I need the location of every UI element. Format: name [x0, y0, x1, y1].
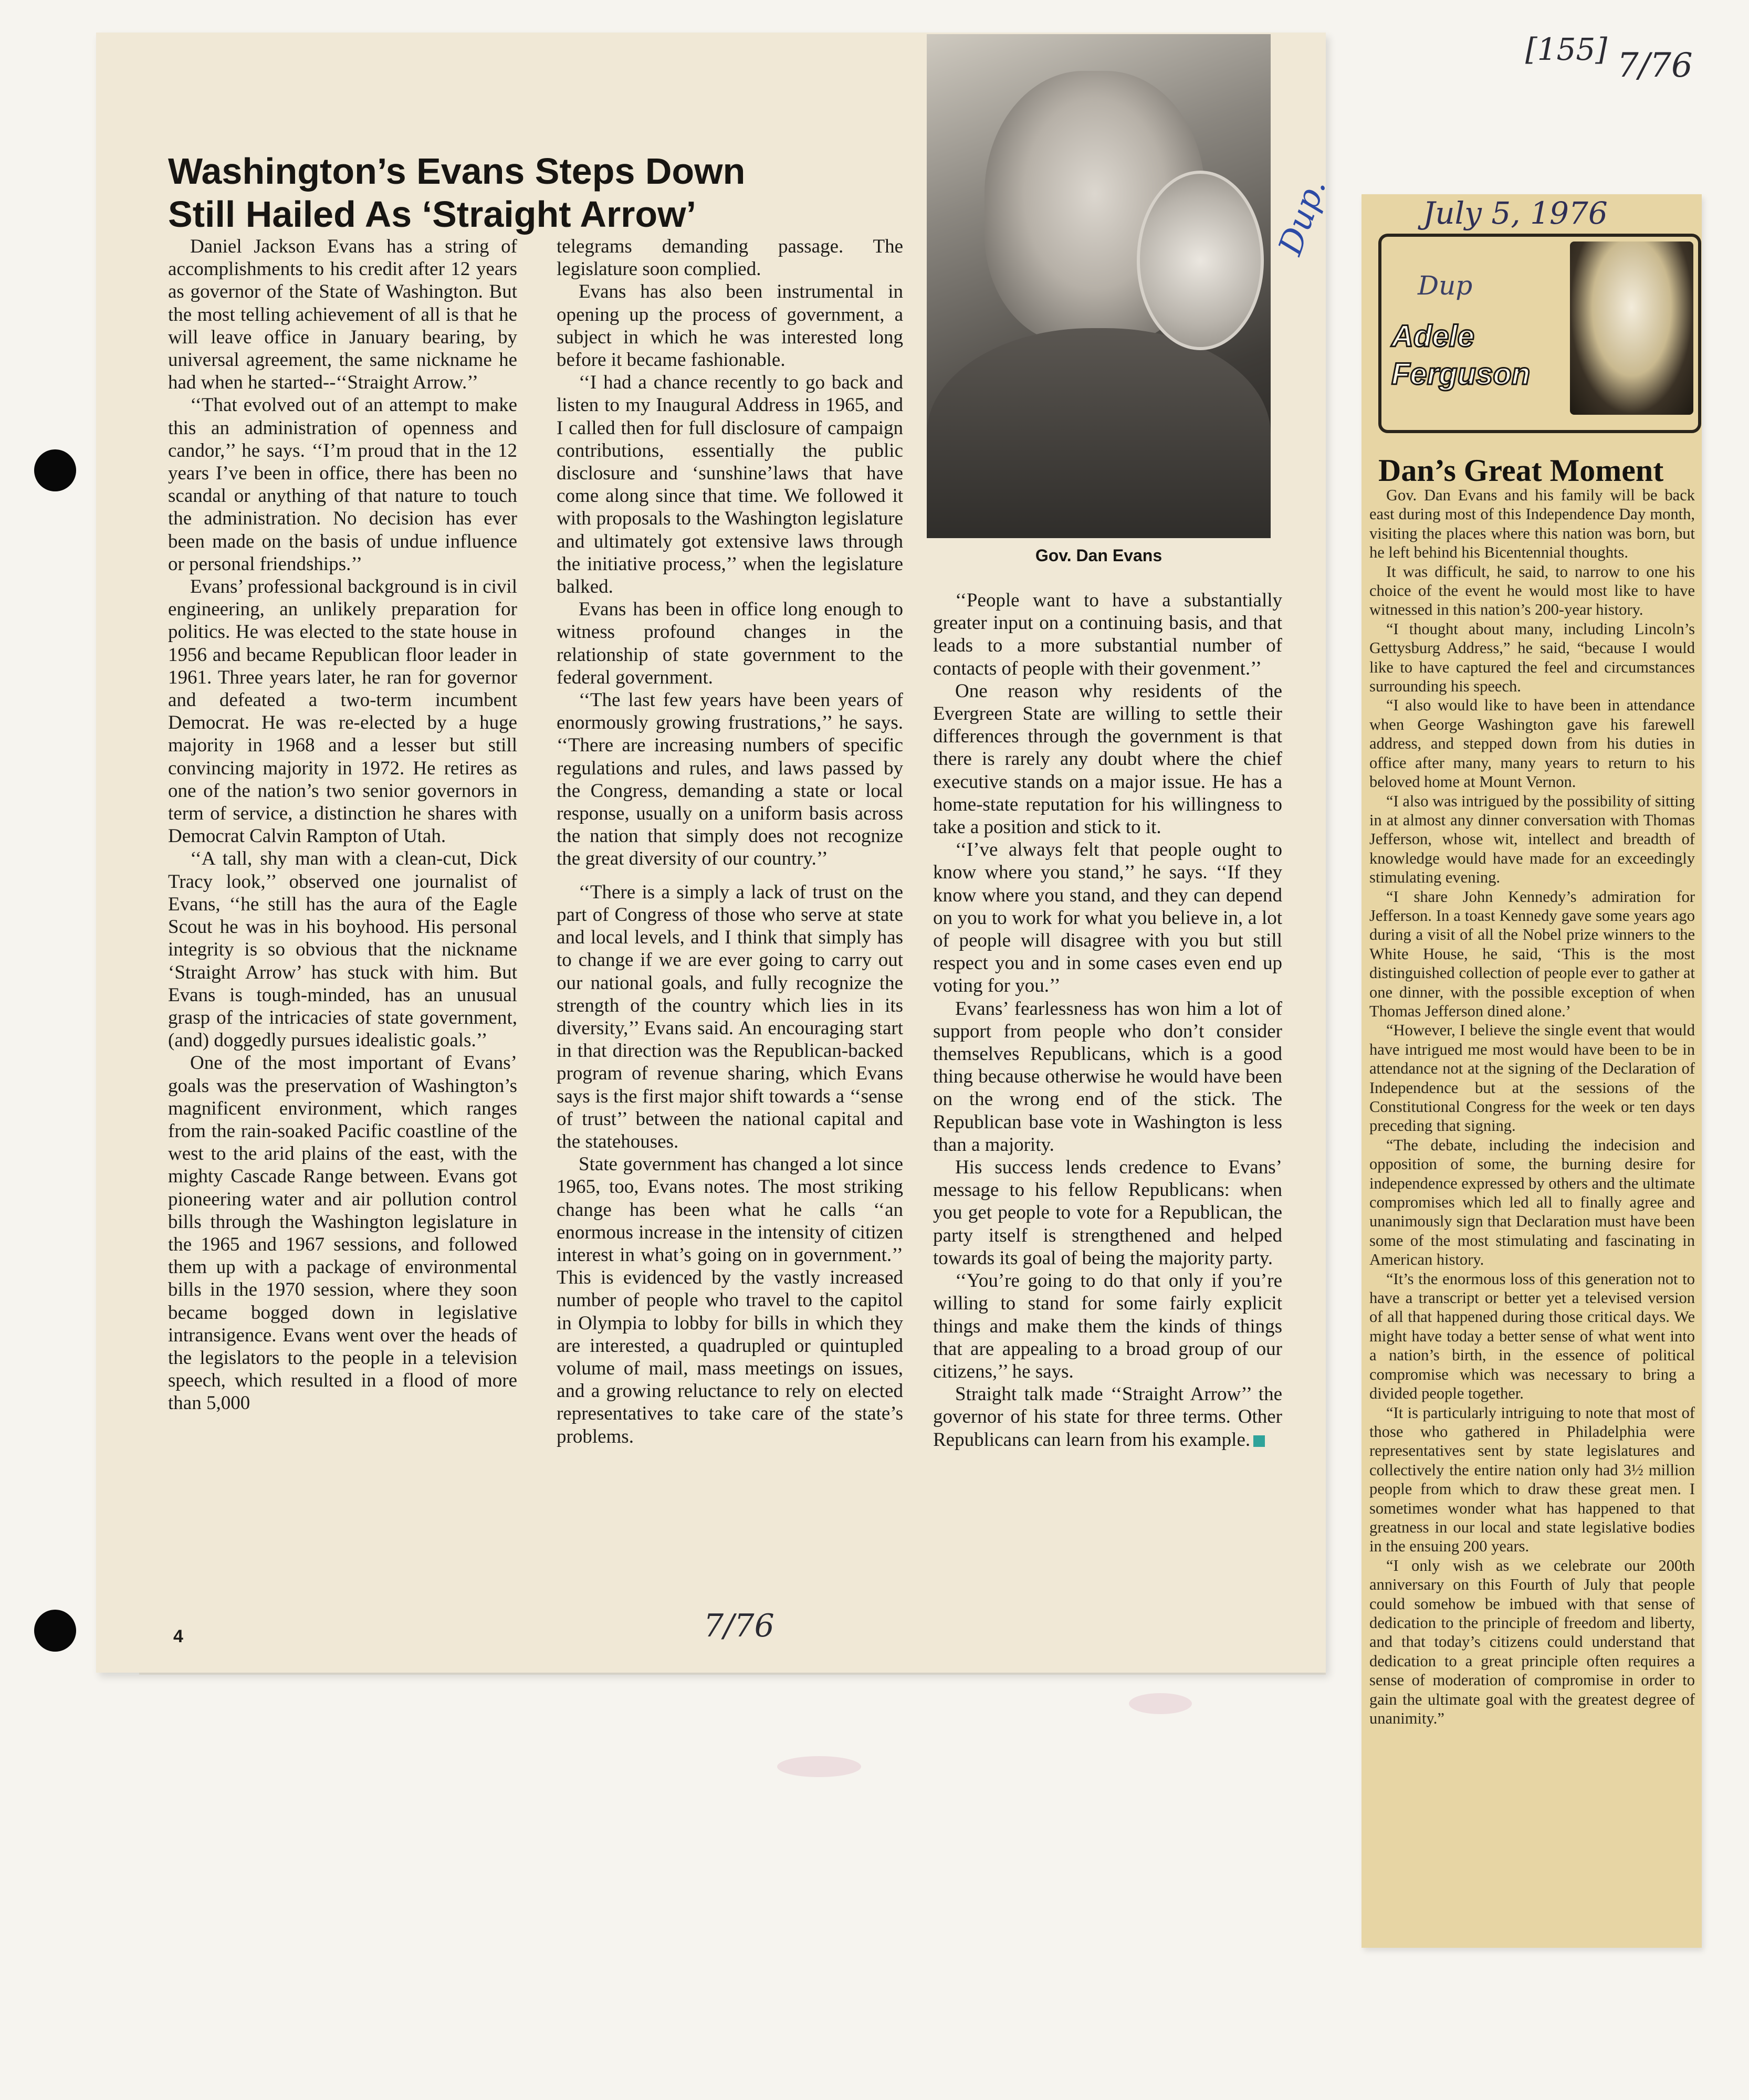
article-column-1 [168, 235, 517, 1415]
article-paragraph: telegrams demanding passage. The legislature soon complied. [557, 236, 903, 280]
columnist-first-name: Adele [1391, 319, 1474, 353]
article-paragraph: ‘‘You’re going to do that only if you’re willing to stand for some fairly explicit things and make them the kinds of things that are appealing to a broad group of our citizens,’’ he says. [933, 1270, 1282, 1382]
headline-line-2: Still Hailed As ‘Straight Arrow’ [168, 193, 697, 235]
article-paragraph: Evans’ fearlessness has won him a lot of support from people who don’t consider themselves Republicans, which is a good thing because otherwise he would have been on the wrong end of the stick. The Republican base vote in Washington is less than a majority. [933, 998, 1282, 1156]
article-paragraph: State government has changed a lot since 1965, too, Evans notes. The most striking change has been what he calls ‘‘an enormous increase in the intensity of citizen interest in what’s going on in government.’’ This is evidenced by the vastly increased number of people who travel to the capitol in Olympia to lobby for bills in which they are interested, a quadrupled or quintupled volume of mail, mass meetings on issues, and a growing reluctance to rely on elected representatives to take care of the state’s problems. [557, 1153, 903, 1447]
article-paragraph: Daniel Jackson Evans has a string of accomplishments to his credit after 12 years as governor of the State of Washington. But the most telling achievement of all is that he will leave office in January bearing, by universal agreement, the same nickname he had when he started--‘‘Straight Arrow.’’ [168, 236, 517, 394]
handwritten-date-bottom: 7/76 [704, 1608, 774, 1644]
side-paragraph: “However, I believe the single event that would have intrigued me most would have been to be in attendance not at the signing of the Declaration of Independence but at the sessions of the Constitutional Congress for the week or ten days preceding that signing. [1369, 1021, 1695, 1135]
punch-hole [34, 449, 76, 491]
archive-ref-number: [155] [1525, 32, 1607, 67]
article-column-2 [557, 235, 903, 1448]
article-paragraph: ‘‘People want to have a substantially greater input on a continuing basis, and that leads to a more substantial number of contacts of people with their govenment.’’ [933, 590, 1282, 679]
side-article-body [1369, 486, 1695, 1728]
handwritten-dup-note: Dup. [1271, 173, 1334, 260]
article-paragraph: ‘‘There is a simply a lack of trust on the part of Congress of those who serve at state and local levels, and I think that simply has to change if we are ever going to carry out our national goals, and fully recognize the strength of the country which lies in its diversity,’’ Evans said. An encouraging start in that direction was the Republican-backed program of revenue sharing, which Evans says is the first major shift towards a ‘‘sense of trust’’ between the national capital and the statehouses. [557, 881, 903, 1152]
side-handwritten-dup: Dup [1418, 270, 1473, 301]
article-paragraph: ‘‘The last few years have been years of enormously growing frustrations,’’ he says. ‘‘There are increasing numbers of specific regulations and rules, and laws passed by the Congress, demanding a state or local response, usually on a uniform basis across the nation that simply does not recognize the great diversity of our country.’’ [557, 689, 903, 870]
article-paragraph: One reason why residents of the Evergreen State are willing to settle their differences through the government is that there is rarely any doubt where the chief executive stands on a major issue. He has a home-state reputation for his willingness to take a position and stick to it. [933, 680, 1282, 838]
article-paragraph: Evans’ professional background is in civil engineering, an unlikely preparation for politics. He was elected to the state house in 1956 and became Republican floor leader in 1961. Three years later, he ran for governor and defeated a two-term incumbent Democrat. He was re-elected by a huge majority in 1968 and a lesser but still convincing majority in 1972. He retires as one of the nation’s two senior governors in term of service, a distinction he shares with Democrat Calvin Rampton of Utah. [168, 576, 517, 847]
side-paragraph: “It’s the enormous loss of this generation not to have a transcript or better yet a televised version of all that happened during those critical days. We might have today a better sense of what went into a nation’s birth, in the essence of political compromise which was necessary to bring a divided people together. [1369, 1269, 1695, 1403]
columnist-name [1391, 318, 1530, 393]
article-paragraph: His success lends credence to Evans’ message to his fellow Republicans: when you get people to vote for a Republican, the party itself is strengthened and helped towards its goal of being the majority party. [933, 1157, 1282, 1269]
article-paragraph: One of the most important of Evans’ goals was the preservation of Washington’s magnificent environment, which ranges from the rain-soaked Pacific coastline of the west to the arid plains of the east, with the mighty Cascade Range between. Evans got pioneering water and air pollution control bills through the Washington legislature in the 1965 and 1967 sessions, and followed them up with a package of environmental bills in the 1970 session, where they soon became bogged down in legislative intransigence. Evans went over the heads of the legislators to the people in a television speech, which resulted in a flood of more than 5,000 [168, 1052, 517, 1414]
article-paragraph-last [933, 1383, 1282, 1451]
headline [168, 150, 914, 236]
page-number: 4 [173, 1626, 183, 1646]
article-paragraph: ‘‘That evolved out of an attempt to make this an administration of openness and candor,’’ he says. ‘‘I’m proud that in the 12 years I’ve been in office, there has been no scandal or anything of that nature to touch the administration. No decision has ever been made on the basis of undue influence or personal friendships.’’ [168, 394, 517, 575]
columnist-portrait [1570, 242, 1693, 415]
paper-stain [777, 1756, 861, 1777]
paper-stain [1129, 1693, 1192, 1714]
article-paragraph: ‘‘A tall, shy man with a clean-cut, Dick Tracy look,’’ observed one journalist of Evans, ‘‘he still has the aura of the Eagle Scout he was in his boyhood. His personal integrity is so obvious that the nickname ‘Straight Arrow’ has stuck with him. But Evans is tough-minded, has an unusual grasp of the intricacies of state government, (and) doggedly pursues idealistic goals.’’ [168, 848, 517, 1052]
side-article-title: Dan’s Great Moment [1378, 453, 1664, 488]
side-paragraph: It was difficult, he said, to narrow to one his choice of the event he would most like to have witnessed in this nation’s 200-year history. [1369, 562, 1695, 619]
state-seal-icon [1137, 171, 1264, 350]
portrait-suit [927, 328, 1271, 538]
side-paragraph: “I also would like to have been in attendance when George Washington gave his farewell address, and stepped down from his duties in office after many, many years to return to his beloved home at Mount Vernon. [1369, 696, 1695, 791]
article-paragraph: ‘‘I had a chance recently to go back and listen to my Inaugural Address in 1965, and I called then for full disclosure of campaign contributions, essentially the public disclosure and ‘sunshine’laws that have come along since that time. We followed it with proposals to the Washington legislature and ultimately got extensive laws through the initiative process,’’ when the legislature balked. [557, 372, 903, 598]
end-mark-icon [1253, 1435, 1265, 1447]
article-paragraph: Evans has been in office long enough to witness profound changes in the relationship of state government to the federal government. [557, 598, 903, 688]
article-column-3 [933, 589, 1282, 1451]
side-paragraph: “The debate, including the indecision and opposition of some, the burning desire for independence expressed by others and the ultimate compromises which led all to finally agree and unanimously sign that Declaration must have been some of the most stimulating and fascinating in American history. [1369, 1136, 1695, 1269]
side-paragraph: Gov. Dan Evans and his family will be back east during most of this Independence Day month, visiting the places where this nation was born, but he left behind his Bicentennial thoughts. [1369, 486, 1695, 562]
side-paragraph: “I thought about many, including Lincoln’s Gettysburg Address,” he said, “because I would like to have captured the feel and circumstances surrounding his speech. [1369, 620, 1695, 696]
article-paragraph: ‘‘I’ve always felt that people ought to know where you stand,’’ he says. ‘‘If they know where you stand, and they can depend on you to work for what you believe in, a lot of people will disagree with you but still respect you and in some cases even end up voting for you.’’ [933, 839, 1282, 997]
columnist-last-name: Ferguson [1391, 357, 1531, 391]
punch-hole [34, 1610, 76, 1652]
headline-line-1: Washington’s Evans Steps Down [168, 150, 746, 192]
side-paragraph: “I only wish as we celebrate our 200th anniversary on this Fourth of July that people could somehow be imbued with that sense of dedication to the principle of freedom and liberty, and that today’s citizens could understand that dedication to a great principle often requires a sense of moderation of compromise in order to gain the ultimate goal with the greatest degree of unanimity.” [1369, 1556, 1695, 1727]
photo-caption: Gov. Dan Evans [1035, 546, 1162, 565]
handwritten-date-top: 7/76 [1617, 46, 1693, 85]
governor-photo [927, 34, 1271, 538]
side-handwritten-date: July 5, 1976 [1423, 195, 1608, 231]
article-paragraph: Evans has also been instrumental in opening up the process of government, a subject in which he was interested long before it became fashionable. [557, 281, 903, 371]
side-paragraph: “It is particularly intriguing to note that most of those who gathered in Philadelphia were representatives sent by state legislatures and collectively the entire nation only had 3½ million people from which to draw these great men. I sometimes wonder what has happened to that greatness in our local and state legislative bodies in the ensuing 200 years. [1369, 1403, 1695, 1556]
side-paragraph: “I also was intrigued by the possibility of sitting in at almost any dinner conversation with Thomas Jefferson, whose wit, intellect and breadth of knowledge would have made for an exceedingly stimulating evening. [1369, 792, 1695, 887]
article-closing-text: Straight talk made ‘‘Straight Arrow’’ the governor of his state for three terms. Other Republicans can learn from his example. [933, 1383, 1282, 1451]
side-paragraph: “I share John Kennedy’s admiration for Jefferson. In a toast Kennedy gave some years ago during a visit of all the Nobel prize winners to the White House, he said, ‘This is the most distinguished collection of people ever to gather at one dinner, with the possible exception of when Thomas Jefferson dined alone.’ [1369, 887, 1695, 1020]
